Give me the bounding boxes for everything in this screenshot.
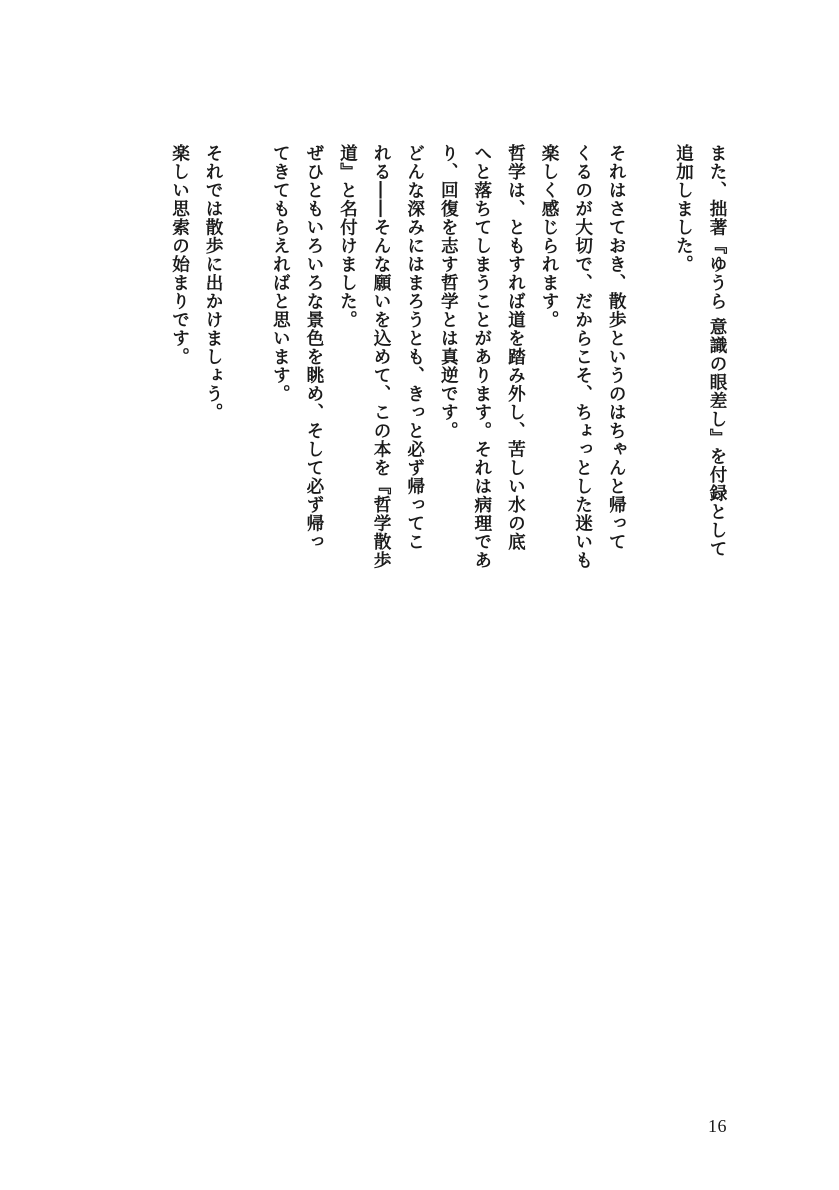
text-line: へと落ちてしまうことがあります。それは病理であ [471,144,493,570]
text-line: 哲学は、ともすれば道を踏み外し、苦しい水の底 [505,144,527,551]
text-line: り、回復を志す哲学とは真逆です。 [438,144,460,440]
text-line: また、拙著『ゆうら 意識の眼差し』を付録として [707,144,728,559]
text-line: 追加しました。 [673,144,695,274]
blank-line [230,144,264,614]
text-line: それはさておき、散歩というのはちゃんと帰って [606,144,628,551]
text-line: 楽しく感じられます。 [539,144,561,329]
text-line: くるのが大切で、だからこそ、ちょっとした迷いも [572,144,594,570]
vertical-body-text [163,144,734,614]
text-line: 楽しい思索の始まりです。 [169,144,191,366]
text-line: ぜひともいろいろな景色を眺め、そして必ず帰っ [303,144,325,551]
text-line: 道』と名付けました。 [337,144,359,329]
blank-line [633,144,667,614]
page-number: 16 [708,1116,727,1136]
text-line: れる――そんな願いを込めて、この本を『哲学散歩 [371,144,393,570]
text-line: どんな深みにはまろうとも、きっと必ず帰ってこ [404,144,426,551]
text-line: てきてもらえればと思います。 [270,144,292,403]
text-line: それでは散歩に出かけましょう。 [203,144,225,422]
